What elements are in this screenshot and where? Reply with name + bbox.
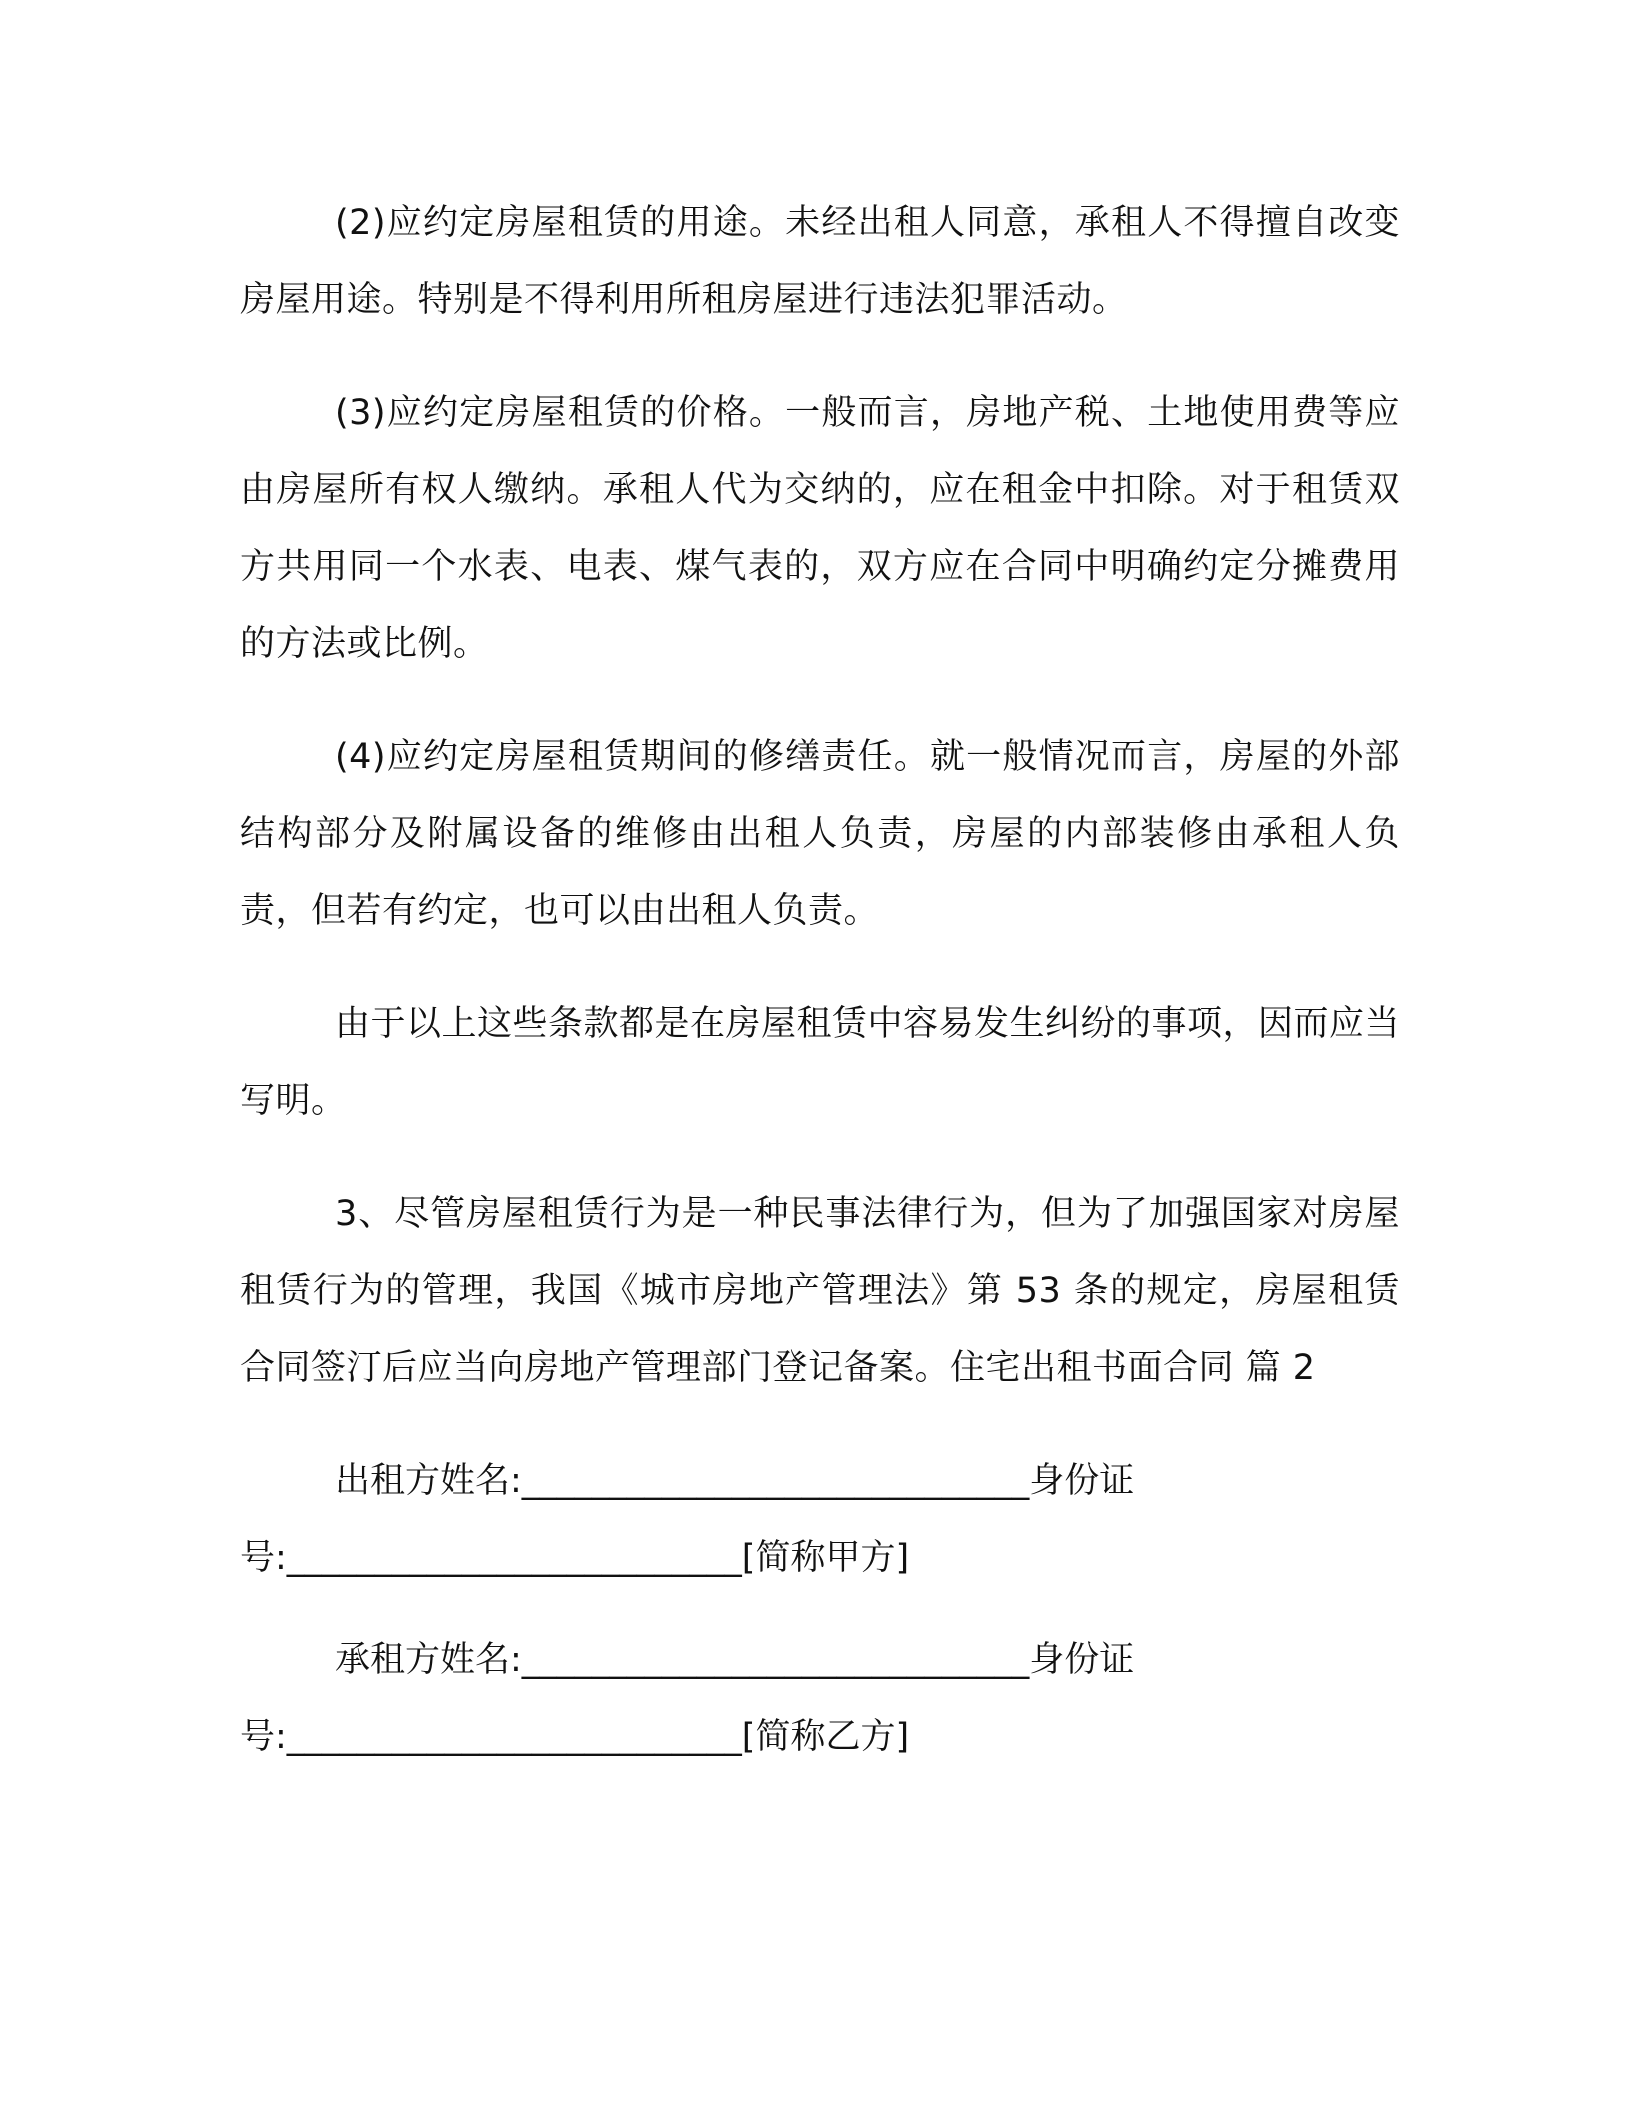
paragraph-price-clause: (3)应约定房屋租赁的价格。一般而言，房地产税、土地使用费等应由房屋所有权人缴纳。承租人代为交纳的，应在租金中扣除。对于租赁双方共用同一个水表、电表、煤气表的，双方应在合同中明确约定分摊费用的方法或比例。 — [240, 393, 1400, 664]
lessor-name-field: 出租方姓名:_____________________________身份证 — [335, 1461, 1135, 1501]
lessor-id-field: 号:__________________________[简称甲方] — [240, 1538, 910, 1578]
paragraph-dispute-note: 由于以上这些条款都是在房屋租赁中容易发生纠纷的事项，因而应当写明。 — [240, 1004, 1401, 1121]
document-body — [240, 185, 1400, 1801]
paragraph-repair-clause: (4)应约定房屋租赁期间的修缮责任。就一般情况而言，房屋的外部结构部分及附属设备的维修由出租人负责，房屋的内部装修由承租人负责，但若有约定，也可以由出租人负责。 — [240, 737, 1400, 931]
paragraph-registration-clause: 3、尽管房屋租赁行为是一种民事法律行为，但为了加强国家对房屋租赁行为的管理，我国《城市房地产管理法》第 53 条的规定，房屋租赁合同签汀后应当向房地产管理部门登记备案。住宅出租书面合同 篇 2 — [240, 1194, 1400, 1388]
lessee-name-field: 承租方姓名:_____________________________身份证 — [335, 1640, 1135, 1680]
paragraph-usage-clause: (2)应约定房屋租赁的用途。未经出租人同意，承租人不得擅自改变房屋用途。特别是不得利用所租房屋进行违法犯罪活动。 — [240, 203, 1400, 320]
lessor-info-block — [240, 1443, 1400, 1597]
lessee-info-block — [240, 1622, 1400, 1776]
lessee-id-field: 号:__________________________[简称乙方] — [240, 1717, 910, 1757]
